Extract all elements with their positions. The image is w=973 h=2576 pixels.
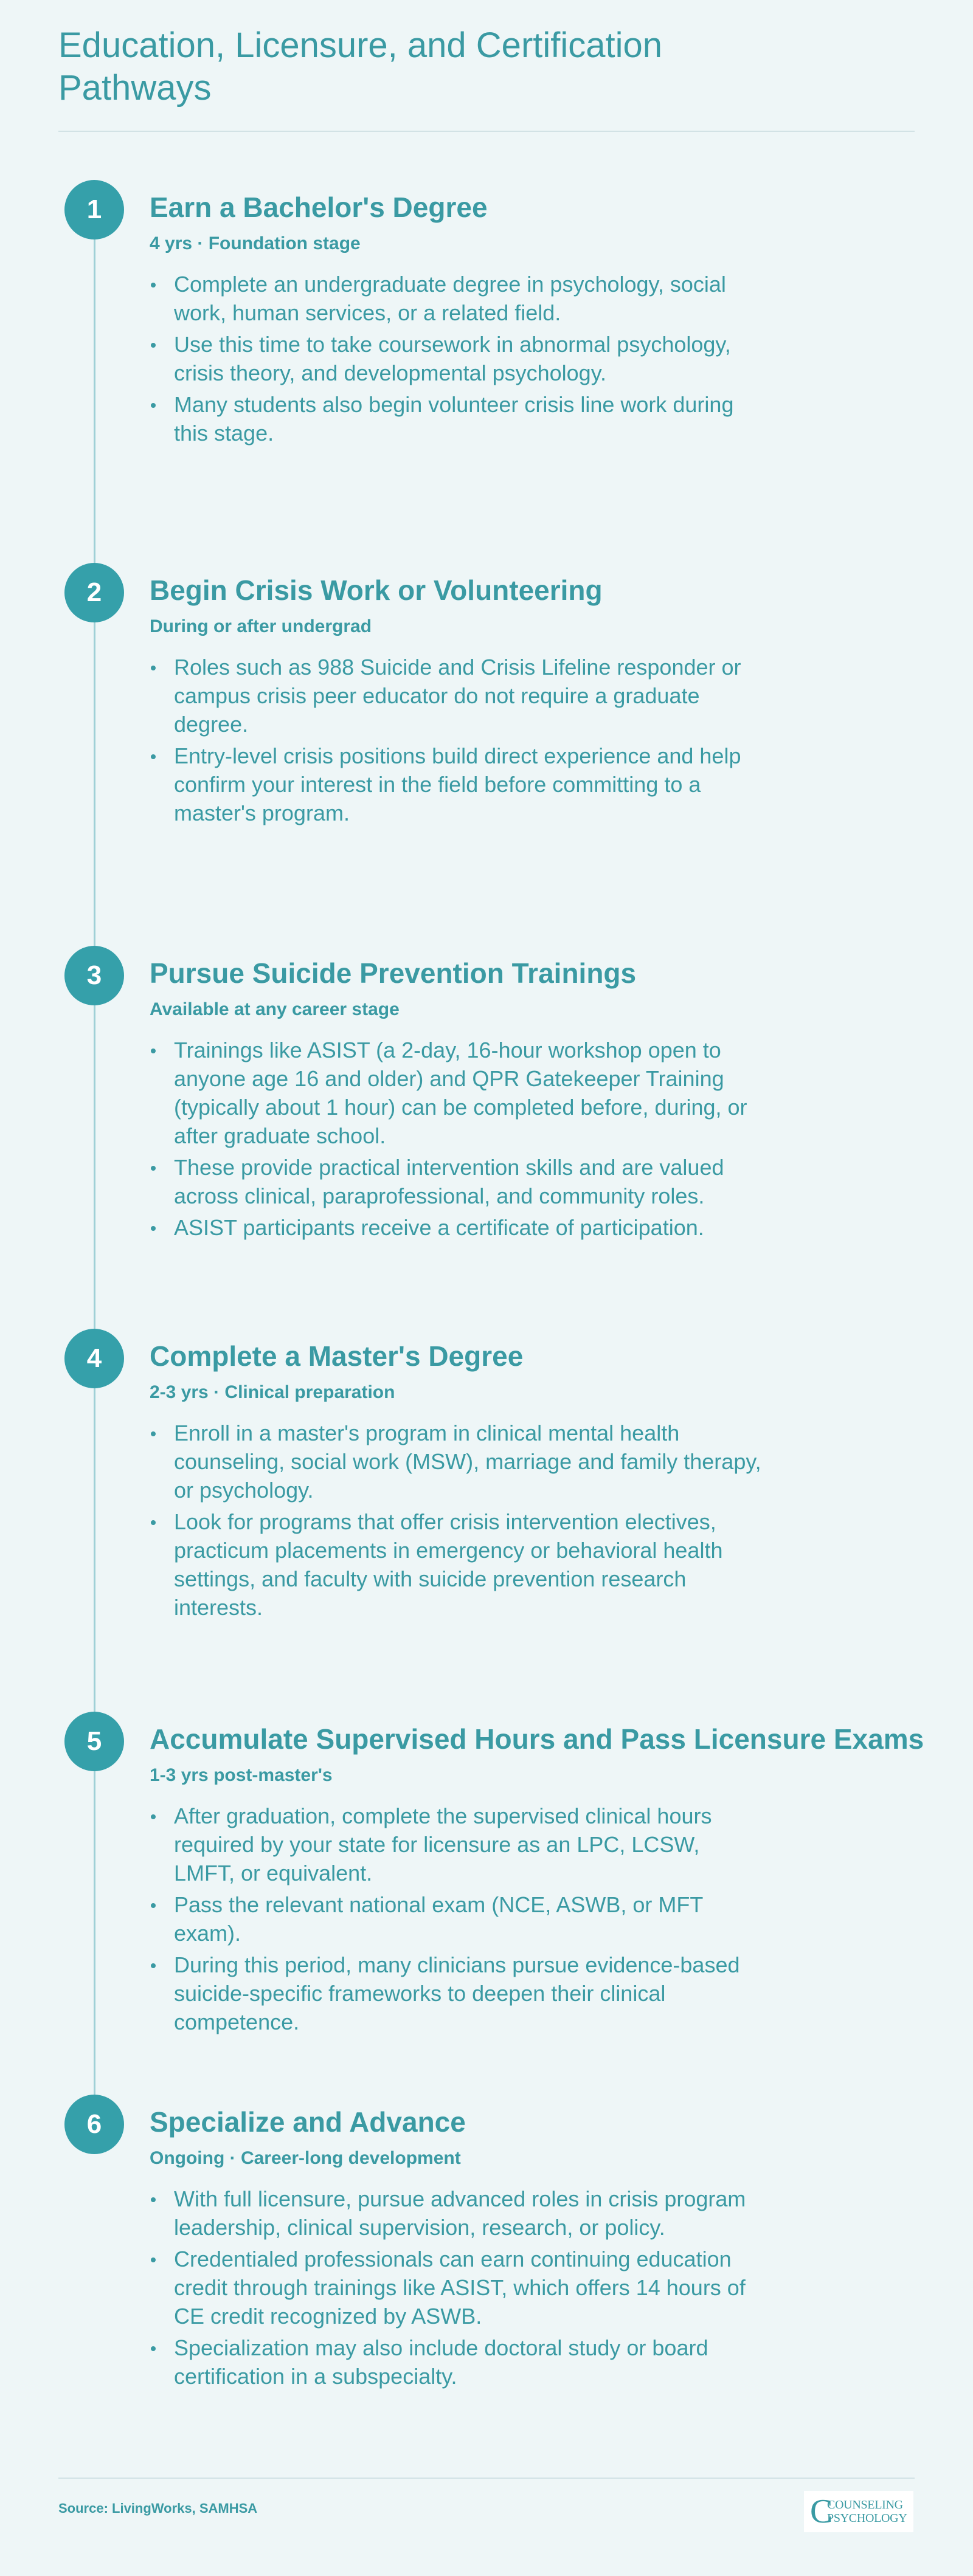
step-meta: During or after undergrad bbox=[150, 616, 372, 636]
step-title: Accumulate Supervised Hours and Pass Licensure Exams bbox=[150, 1723, 924, 1755]
step-number-badge: 3 bbox=[64, 946, 124, 1005]
step-bullet-list bbox=[150, 1802, 764, 2039]
logo-line-1: COUNSELING bbox=[827, 2498, 903, 2512]
list-item: Enroll in a master's program in clinical mental health counseling, social work (MSW), marriage and family therapy, or psychology. bbox=[150, 1419, 764, 1504]
step-bullet-list bbox=[150, 1036, 764, 1245]
source-credit: Source: LivingWorks, SAMHSA bbox=[58, 2501, 258, 2516]
step-number-badge: 4 bbox=[64, 1329, 124, 1388]
list-item: Look for programs that offer crisis intervention electives, practicum placements in emergency or behavioral health settings, and faculty with suicide prevention research interests. bbox=[150, 1507, 764, 1622]
step-meta: 2-3 yrs · Clinical preparation bbox=[150, 1382, 395, 1402]
step-title: Complete a Master's Degree bbox=[150, 1340, 524, 1372]
step-number-badge: 1 bbox=[64, 180, 124, 239]
logo-c-icon: C bbox=[810, 2493, 833, 2530]
step-number-badge: 2 bbox=[64, 563, 124, 622]
list-item: Entry-level crisis positions build direct experience and help confirm your interest in the field before committing to a master's program. bbox=[150, 742, 764, 827]
header-divider bbox=[58, 131, 915, 132]
list-item: Many students also begin volunteer crisis line work during this stage. bbox=[150, 390, 764, 447]
timeline-line bbox=[94, 210, 95, 2125]
list-item: Credentialed professionals can earn continuing education credit through trainings like ASIST, which offers 14 hours of CE credit recognized by ASWB. bbox=[150, 2245, 764, 2330]
page-title: Education, Licensure, and Certification Pathways bbox=[58, 26, 663, 108]
step-title: Earn a Bachelor's Degree bbox=[150, 191, 488, 223]
list-item: Specialization may also include doctoral study or board certification in a subspecialty. bbox=[150, 2333, 764, 2391]
step-bullet-list bbox=[150, 2185, 764, 2394]
step-number-badge: 5 bbox=[64, 1712, 124, 1771]
list-item: Use this time to take coursework in abnormal psychology, crisis theory, and developmental psychology. bbox=[150, 330, 764, 387]
list-item: ASIST participants receive a certificate of participation. bbox=[150, 1213, 764, 1242]
step-bullet-list bbox=[150, 653, 764, 830]
logo-line-2: PSYCHOLOGY bbox=[827, 2512, 907, 2525]
step-meta: Available at any career stage bbox=[150, 999, 400, 1019]
logo-wordmark bbox=[827, 2498, 907, 2525]
step-number-badge: 6 bbox=[64, 2095, 124, 2154]
list-item: During this period, many clinicians pursue evidence-based suicide-specific frameworks to deepen their clinical competence. bbox=[150, 1951, 764, 2036]
step-bullet-list bbox=[150, 1419, 764, 1625]
list-item: Roles such as 988 Suicide and Crisis Lifeline responder or campus crisis peer educator do not require a graduate degree. bbox=[150, 653, 764, 739]
step-meta: 1-3 yrs post-master's bbox=[150, 1765, 333, 1785]
list-item: Pass the relevant national exam (NCE, ASWB, or MFT exam). bbox=[150, 1890, 764, 1947]
step-meta: Ongoing · Career-long development bbox=[150, 2148, 461, 2168]
list-item: With full licensure, pursue advanced roles in crisis program leadership, clinical supervision, research, or policy. bbox=[150, 2185, 764, 2242]
brand-logo bbox=[804, 2491, 913, 2532]
list-item: Complete an undergraduate degree in psychology, social work, human services, or a related field. bbox=[150, 270, 764, 327]
step-title: Specialize and Advance bbox=[150, 2106, 466, 2138]
footer-divider bbox=[58, 2478, 915, 2479]
list-item: After graduation, complete the supervised clinical hours required by your state for licensure as an LPC, LCSW, LMFT, or equivalent. bbox=[150, 1802, 764, 1887]
step-meta: 4 yrs · Foundation stage bbox=[150, 233, 361, 253]
step-title: Begin Crisis Work or Volunteering bbox=[150, 574, 603, 606]
list-item: These provide practical intervention skills and are valued across clinical, paraprofessional, and community roles. bbox=[150, 1153, 764, 1210]
list-item: Trainings like ASIST (a 2-day, 16-hour workshop open to anyone age 16 and older) and QPR Gatekeeper Training (typically about 1 hour) can be completed before, during, or after graduate school. bbox=[150, 1036, 764, 1150]
step-bullet-list bbox=[150, 270, 764, 450]
step-title: Pursue Suicide Prevention Trainings bbox=[150, 957, 637, 989]
